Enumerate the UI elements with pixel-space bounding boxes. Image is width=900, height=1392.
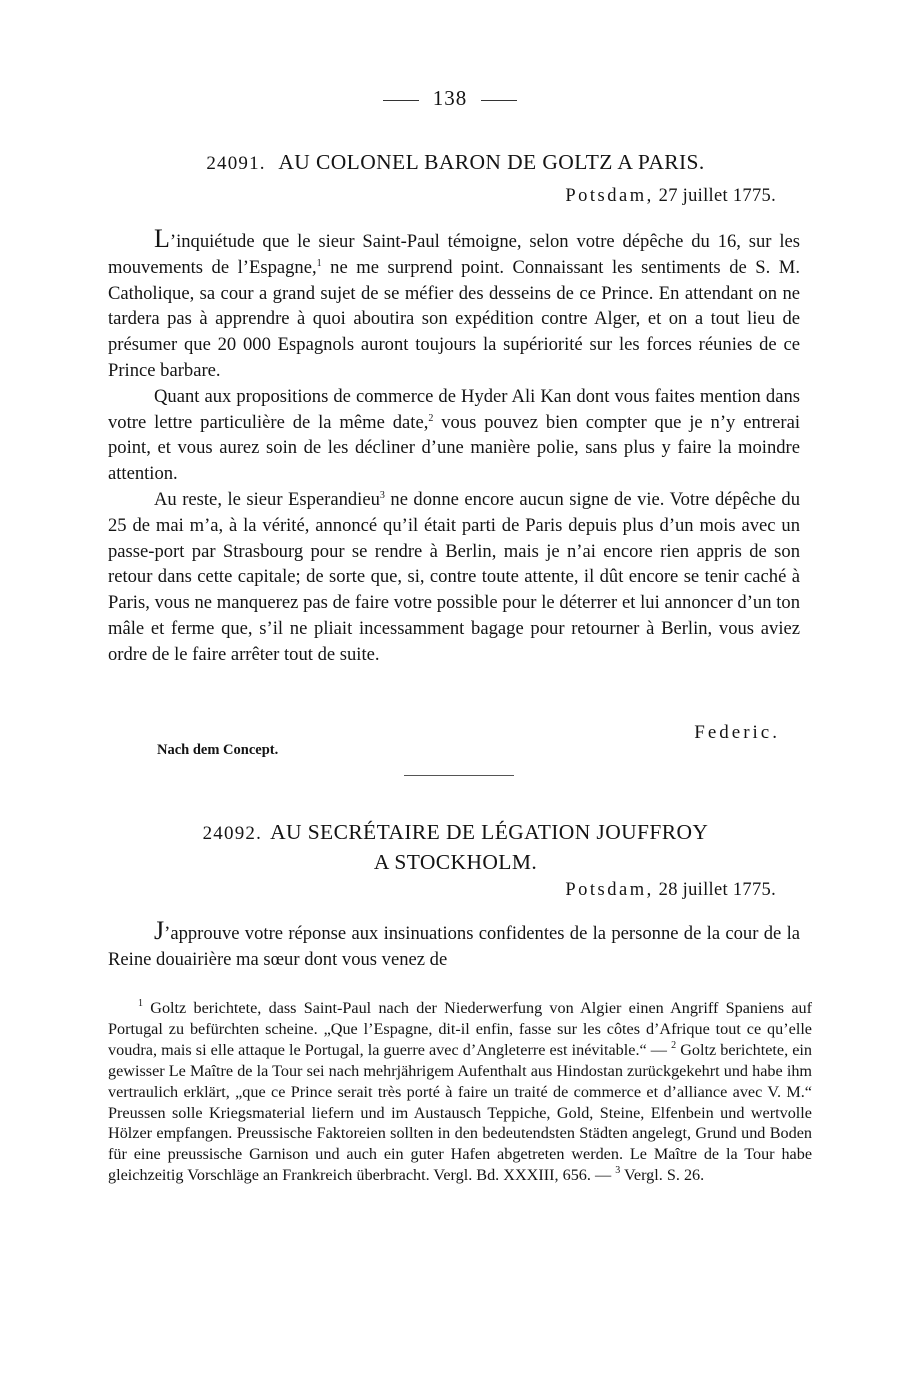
letter-number: 24092.: [202, 823, 263, 844]
footnote-number: 3: [615, 1165, 621, 1177]
footnote-3: Vergl. S. 26.: [620, 1166, 705, 1185]
letter-title-line-1: 24092. AU SECRÉTAIRE DE LÉGATION JOUFFROY: [202, 820, 709, 844]
footnotes: [108, 998, 812, 1186]
dateline-place: Potsdam,: [565, 880, 654, 900]
footnote-1: Goltz berichtete, dass Saint-Paul nach der Niederwerfung von Algier einen Angriff Spaniens auf Portugal zu befürchten scheine. „Que l’Espagne, dit-il enfin, fasse sur les côtes d’Afrique tout ce qu’elle voudra, mais si elle attaque le Portugal, la guerre avec d’Angleterre est inévitable.“ —: [108, 999, 812, 1059]
paragraph: L’inquiétude que le sieur Saint-Paul témoigne, selon votre dépêche du 16, sur les mouvements de l’Espagne,$^1$ ne me surprend point. Connaissant les sentiments de S. M. Catholique, sa cour a grand sujet de se méfier des desseins de ce Prince. En attendant on ne tardera pas à apprendre à quoi aboutira son expédition contre Alger, et on a tout lieu de présumer que 20 000 Espagnols auront toujours la supériorité sur les forces réunies de ce Prince barbare.: [108, 224, 800, 381]
footnote-marker: 3: [379, 489, 385, 501]
paragraph: J’approuve votre réponse aux insinuations confidentes de la personne de la cour de la Reine douairière ma sœur dont vous venez de: [108, 916, 800, 970]
letter-title-line-2: A STOCKHOLM.: [373, 850, 538, 874]
page-number-dash-right: [481, 100, 517, 101]
source-note: Nach dem Concept.: [157, 742, 279, 758]
section-divider: [404, 775, 514, 776]
footnote-block: [108, 998, 812, 1186]
letter-body-24091: [108, 226, 800, 668]
page-number-value: 138: [432, 86, 468, 110]
paragraph: Au reste, le sieur Esperandieu$^3$ ne donne encore aucun signe de vie. Votre dépêche du 25 de mai m’a, à la vérité, annoncé qu’il était parti de Paris depuis plus d’un mois avec un passe-port par Strasbourg pour se rendre à Berlin, mais je n’ai encore rien appris de son retour dans cette capitale; de sorte que, si, contre toute attente, il dût encore se tenir caché à Paris, vous ne manquerez pas de faire votre possible pour le déterrer et lui annoncer d’un ton mâle et ferme que, s’il ne pliait incessamment bagage pour retourner à Berlin, vous aviez ordre de le faire arrêter tout de suite.: [108, 488, 800, 665]
letter-heading-24091: [108, 148, 803, 178]
footnote-number: 1: [138, 998, 143, 1009]
letter-body-24092: [108, 918, 800, 973]
letter-heading-24092: [108, 818, 803, 876]
letter-dateline-24092: [565, 880, 776, 901]
initial-letter: L: [154, 224, 170, 253]
signature: Federic.: [694, 722, 780, 743]
page-number-dash-left: [383, 100, 419, 101]
footnote-marker: 2: [428, 412, 434, 424]
dateline-date: 27 juillet 1775.: [658, 186, 776, 206]
dateline-date: 28 juillet 1775.: [658, 880, 776, 900]
footnote-number: 2: [671, 1039, 677, 1051]
letter-dateline-24091: [565, 186, 776, 207]
initial-letter: J: [154, 916, 165, 945]
letter-title: AU COLONEL BARON DE GOLTZ A PARIS.: [278, 150, 705, 174]
letter-number: 24091.: [206, 153, 266, 174]
footnote-marker: 1: [316, 257, 322, 269]
page-number: [0, 86, 900, 111]
paragraph: Quant aux propositions de commerce de Hyder Ali Kan dont vous faites mention dans votre lettre particulière de la même date,$^2$ vous pouvez bien compter que je n’y entrerai point, et vous aurez soin de les décliner d’une manière polie, sans plus y faire la moindre attention.: [108, 385, 800, 485]
footnote-2: Goltz berichtete, ein gewisser Le Maître de la Tour sei nach mehrjährigem Aufenthalt aus Hindostan zurückgekehrt und habe ihm vertraulich erklärt, „que ce Prince serait très porté à faire un traité de commerce et d’alliance avec V. M.“ Preussen solle Kriegsmaterial liefern und im Austausch Teppiche, Gold, Steine, Elfenbein und wertvolle Hölzer empfangen. Preussische Faktoreien sollten in den bedeutendsten Städten angelegt, Grund und Boden für eine preussische Garnison und auch ein guter Hafen abgetreten werden. Le Maître de la Tour habe gleichzeitig Vorschläge an Frankreich überbracht. Vergl. Bd. XXXIII, 656. —: [108, 1040, 812, 1185]
dateline-place: Potsdam,: [565, 186, 654, 206]
